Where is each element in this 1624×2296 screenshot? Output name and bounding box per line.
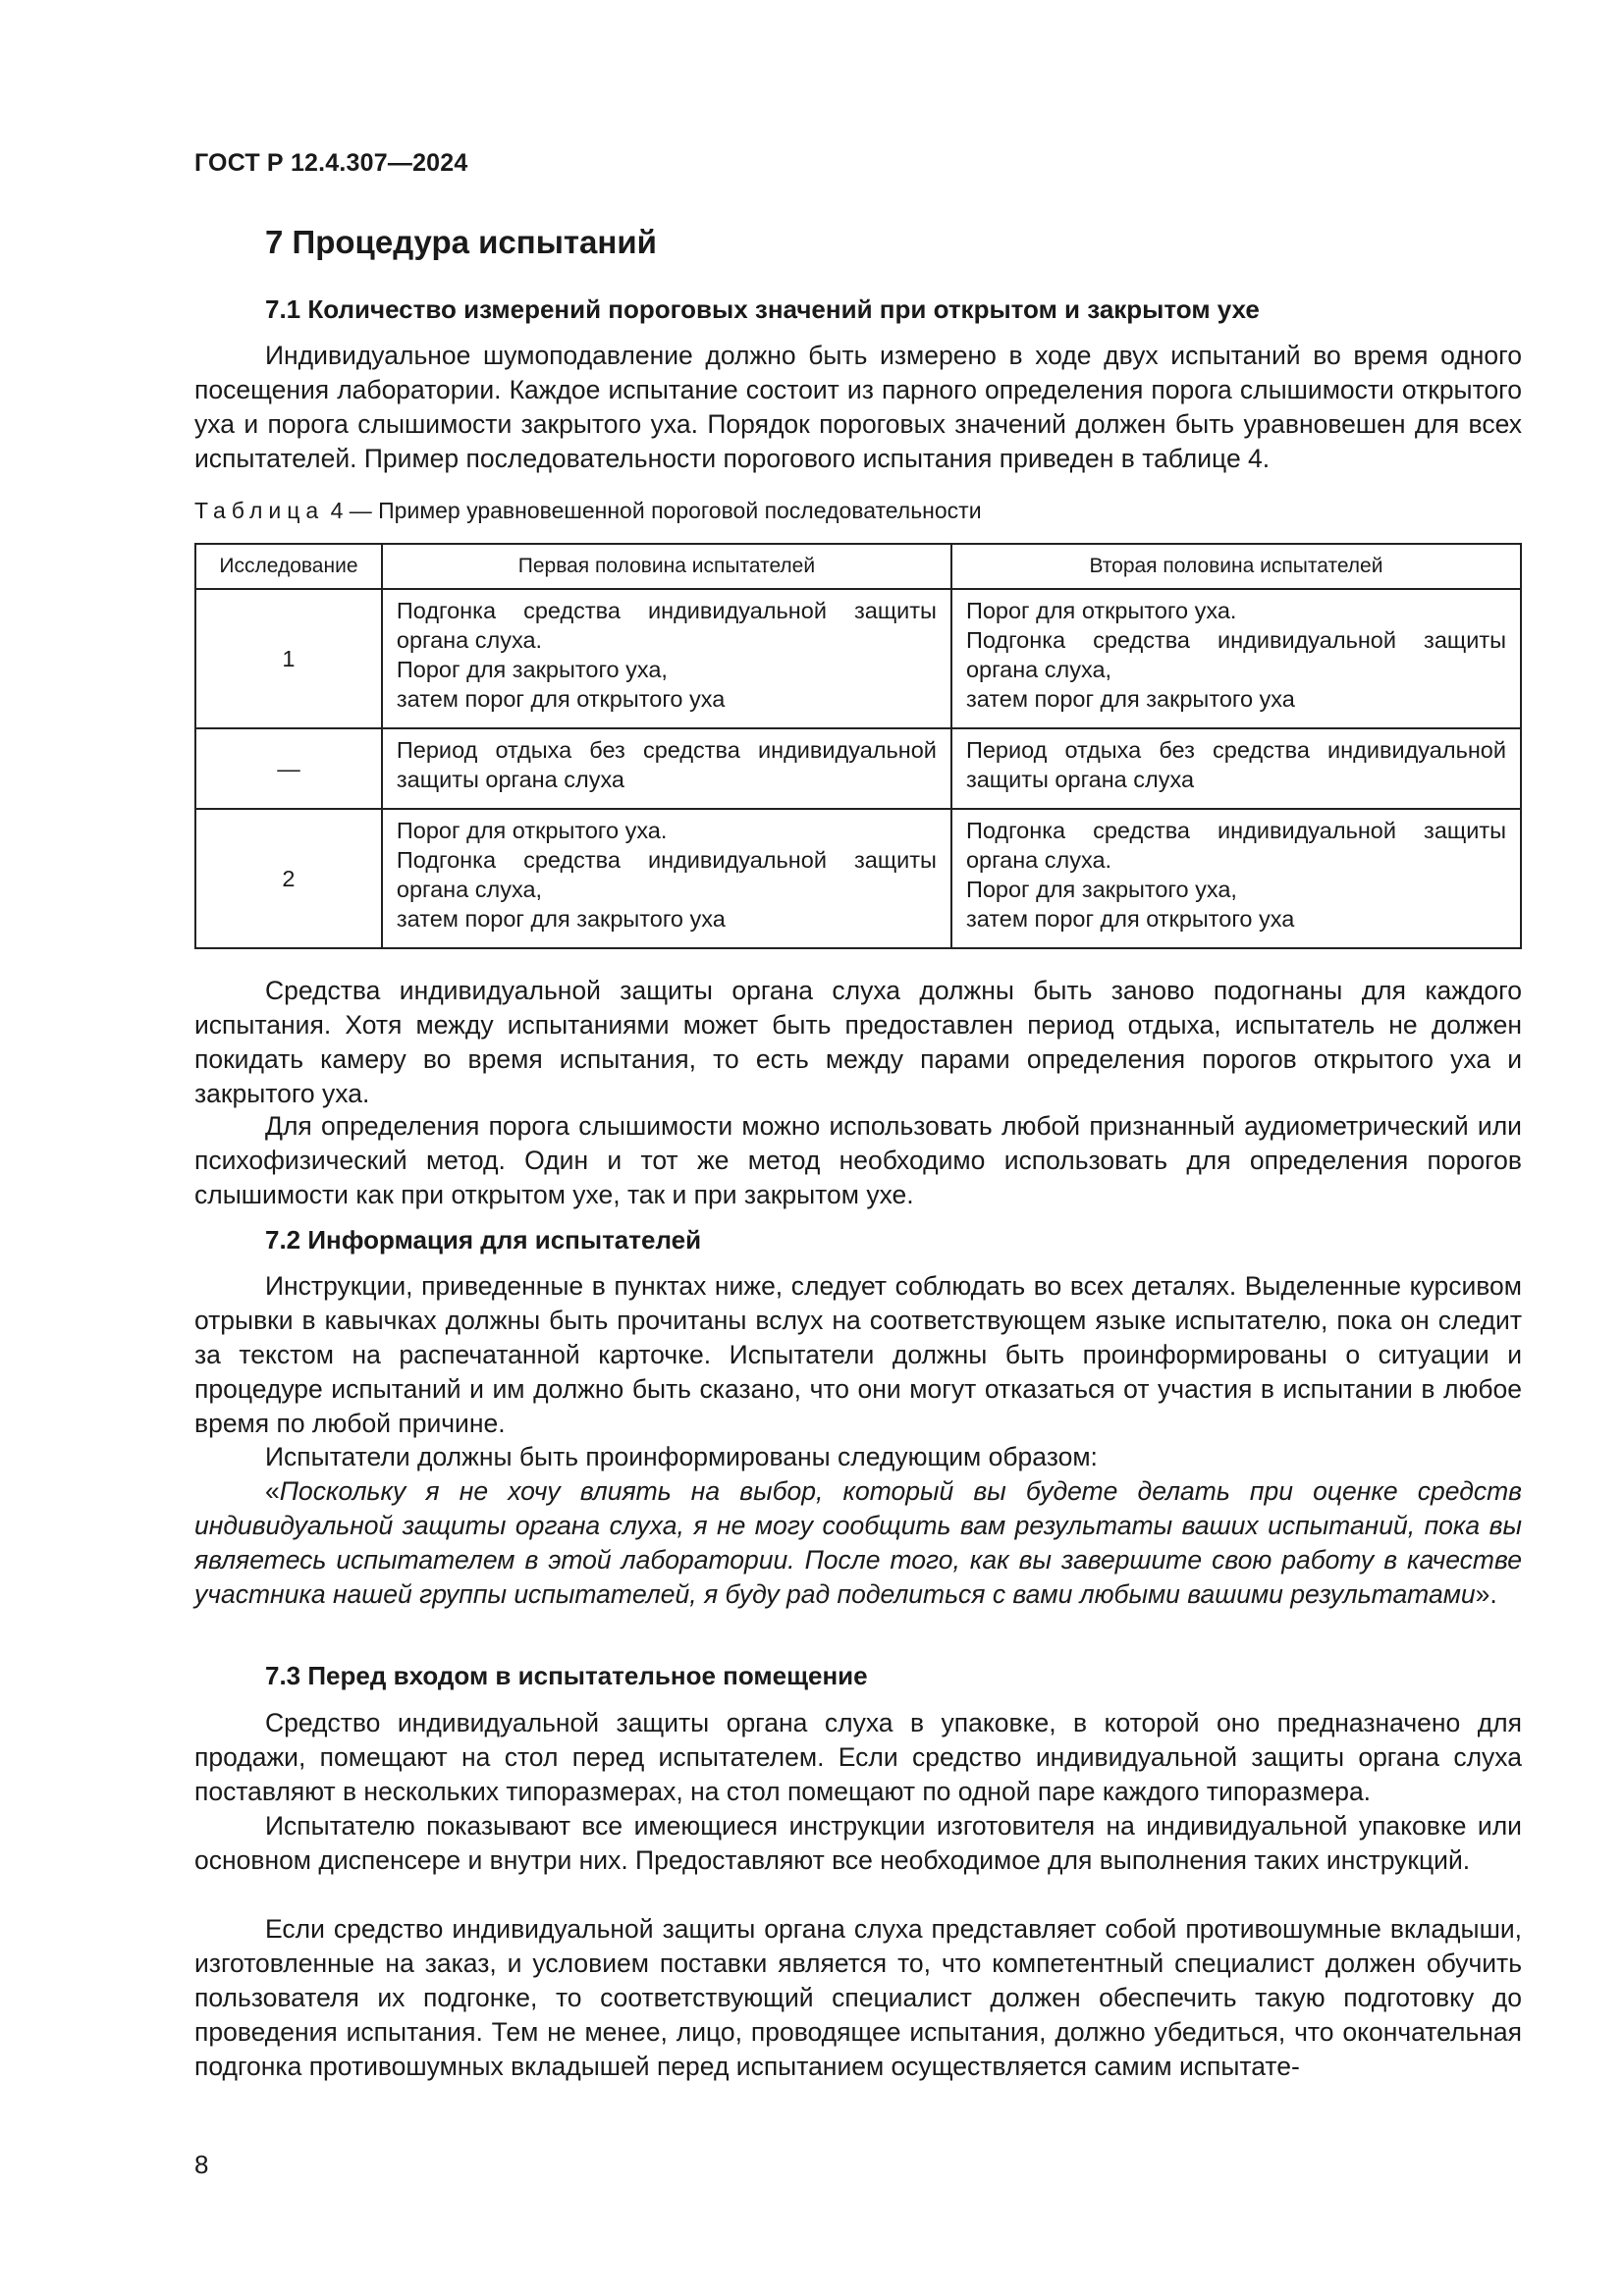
table-cell-first-half: [382, 809, 951, 948]
cell-line: затем порог для открытого уха: [965, 906, 1295, 932]
table-cell-first-half: [382, 589, 951, 728]
cell-line: Подгонка средства индивидуальной защиты органа слуха.: [965, 818, 1506, 873]
paragraph-7-1-2: Средства индивидуальной защиты органа слуха должны быть заново подогнаны для каждого испытания. Хотя между испытаниями может быть предоставлен период отдыха, испытатель не должен покидать камеру во время испытания, то есть между парами определения порогов открытого уха и закрытого уха.: [194, 976, 1522, 1108]
quote-close-mark: ».: [1475, 1579, 1497, 1609]
subsection-7-2-title: 7.2 Информация для испытателей: [265, 1225, 702, 1255]
paragraph-7-3-1: Средство индивидуальной защиты органа слуха в упаковке, в которой оно предназначено для продажи, помещают на стол перед испытателем. Если средство индивидуальной защиты органа слуха поставляют в нескольких типоразмерах, на стол помещают по одной паре каждого типоразмера.: [194, 1708, 1522, 1806]
subsection-7-1-title: 7.1 Количество измерений пороговых значений при открытом и закрытом ухе: [265, 294, 1260, 324]
table-row: [195, 589, 1521, 728]
cell-line: Подгонка средства индивидуальной защиты органа слуха.: [396, 598, 937, 653]
table-cell-second-half: [951, 809, 1521, 948]
cell-line: Период отдыха без средства индивидуальной защиты органа слуха: [965, 737, 1506, 792]
subsection-7-3-title: 7.3 Перед входом в испытательное помещение: [265, 1661, 868, 1690]
table-row: [195, 728, 1521, 809]
table-header-cell: Вторая половина испытателей: [951, 544, 1521, 589]
page-number: 8: [194, 2150, 209, 2179]
table-row: [195, 809, 1521, 948]
table-caption: [194, 498, 982, 524]
cell-line: Порог для открытого уха.: [965, 598, 1237, 623]
table-cell-first-half: [382, 728, 951, 809]
document-header: ГОСТ Р 12.4.307—2024: [194, 149, 468, 177]
paragraph-7-2-1: Инструкции, приведенные в пунктах ниже, следует соблюдать во всех деталях. Выделенные курсивом отрывки в кавычках должны быть прочитаны вслух на соответствующем языке испытателю, пока он следит за текстом на распечатанной карточке. Испытатели должны быть проинформированы о ситуации и процедуре испытаний и им должно быть сказано, что они могут отказаться от участия в испытании в любое время по любой причине.: [194, 1271, 1522, 1438]
table-caption-text: 4 — Пример уравновешенной пороговой последовательности: [330, 498, 982, 523]
table-cell-second-half: [951, 728, 1521, 809]
cell-line: затем порог для закрытого уха: [965, 686, 1295, 712]
cell-line: Порог для закрытого уха,: [396, 657, 668, 682]
paragraph-7-2-2: Испытатели должны быть проинформированы следующим образом:: [265, 1442, 1098, 1471]
paragraph-7-3-2: Испытателю показывают все имеющиеся инструкции изготовителя на индивидуальной упаковке или основном диспенсере и внутри них. Предоставляют все необходимое для выполнения таких инструкций.: [194, 1811, 1522, 1875]
cell-line: Порог для открытого уха.: [396, 818, 668, 843]
table-cell-id: —: [195, 728, 382, 809]
table-cell-id: 1: [195, 589, 382, 728]
table-cell-second-half: [951, 589, 1521, 728]
italic-quote: Поскольку я не хочу влиять на выбор, который вы будете делать при оценке средств индивидуальной защиты органа слуха, я не могу сообщить вам результаты ваших испытаний, пока вы являетесь испытателем в этой лаборатории. После того, как вы завершите свою работу в качестве участника нашей группы испытателей, я буду рад поделиться с вами любыми вашими результатами: [194, 1476, 1522, 1609]
cell-line: Порог для закрытого уха,: [965, 877, 1237, 902]
threshold-sequence-table: [194, 543, 1522, 949]
paragraph-7-3-3: Если средство индивидуальной защиты органа слуха представляет собой противошумные вкладыши, изготовленные на заказ, и условием поставки является то, что компетентный специалист должен обучить пользователя их подгонке, то соответствующий специалист должен обеспечить такую подготовку до проведения испытания. Тем не менее, лицо, проводящее испытания, должно убедиться, что окончательная подгонка противошумных вкладышей перед испытанием осуществляется самим испытате-: [194, 1914, 1522, 2081]
table-cell-id: 2: [195, 809, 382, 948]
cell-line: Период отдыха без средства индивидуальной защиты органа слуха: [396, 737, 937, 792]
table-header-cell: Первая половина испытателей: [382, 544, 951, 589]
paragraph-7-2-quote: [194, 1474, 1522, 1612]
section-title: 7 Процедура испытаний: [265, 224, 657, 260]
cell-line: Подгонка средства индивидуальной защиты органа слуха,: [396, 847, 937, 902]
cell-line: Подгонка средства индивидуальной защиты органа слуха,: [965, 627, 1506, 682]
cell-line: затем порог для закрытого уха: [396, 906, 726, 932]
table-header-cell: Исследование: [195, 544, 382, 589]
table-header-row: [195, 544, 1521, 589]
paragraph-7-1-1: Индивидуальное шумоподавление должно быть измерено в ходе двух испытаний во время одного посещения лаборатории. Каждое испытание состоит из парного определения порога слышимости открытого уха и порога слышимости закрытого уха. Порядок пороговых значений должен быть уравновешен для всех испытателей. Пример последовательности порогового испытания приведен в таблице 4.: [194, 341, 1522, 473]
quote-open-mark: «: [265, 1476, 280, 1506]
paragraph-7-1-3: Для определения порога слышимости можно использовать любой признанный аудиометрический или психофизический метод. Один и тот же метод необходимо использовать для определения порогов слышимости как при открытом ухе, так и при закрытом ухе.: [194, 1111, 1522, 1209]
table-caption-label: Таблица: [194, 498, 325, 523]
cell-line: затем порог для открытого уха: [396, 686, 726, 712]
